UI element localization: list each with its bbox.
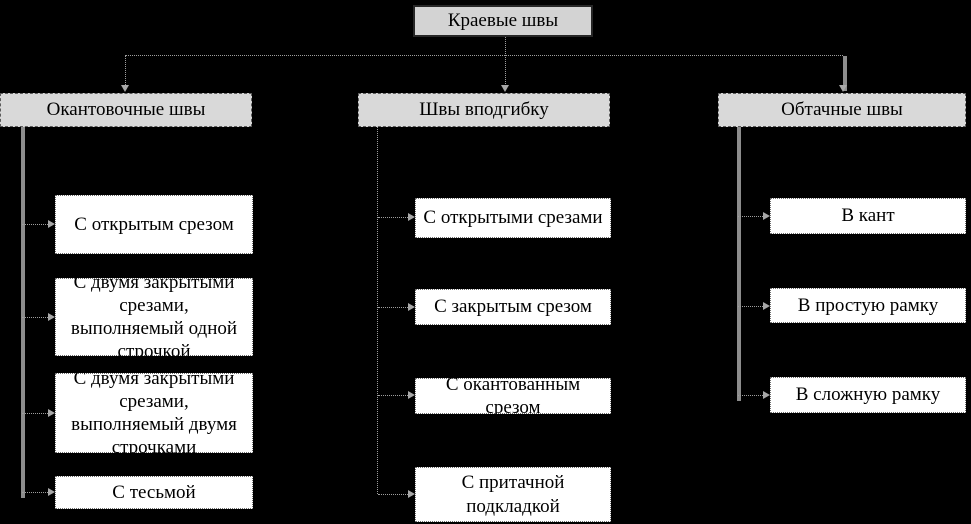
arrow-right-icon [408,490,415,498]
arrow-right-icon [48,488,55,496]
connector-left-drop-line [125,56,126,85]
connector-branch-line [22,224,48,225]
connector-branch-line [738,306,763,307]
connector-branch-line [738,216,763,217]
connector-top-horizontal-line [125,55,843,56]
node-dva-zakrytyh-odna-strochka: С двумя закрытыми срезами, выполняемый одной строчкой [55,278,253,356]
arrow-right-icon [48,409,55,417]
node-s-otkrytym-srezom: С открытым срезом [55,195,253,254]
arrow-down-icon [501,85,509,92]
connector-branch-line [738,395,763,396]
node-dva-zakrytyh-dve-strochki: С двумя закрытыми срезами, выполняемый двумя строчками [55,373,253,453]
connector-branch-line [378,395,408,396]
node-header-okantovochnye-shvy: Окантовочные швы [0,93,252,127]
node-root-kraevye-shvy: Краевые швы [413,5,593,37]
connector-left-trunk-line [21,127,25,498]
arrow-right-icon [763,302,770,310]
node-s-tesmoy: С тесьмой [55,476,253,509]
node-v-slozhnuyu-ramku: В сложную рамку [770,377,966,413]
connector-branch-line [378,217,408,218]
arrow-down-icon [121,85,129,92]
connector-branch-line [378,494,408,495]
arrow-right-icon [408,391,415,399]
connector-branch-line [22,413,48,414]
connector-branch-line [22,317,48,318]
node-s-zakrytym-srezom: С закрытым срезом [415,289,611,325]
node-s-otkrytymi-srezami: С открытыми срезами [415,198,611,238]
node-v-prostuyu-ramku: В простую рамку [770,288,966,323]
connector-right-trunk-line [737,127,741,401]
arrow-right-icon [408,303,415,311]
connector-branch-line [378,307,408,308]
connector-center-trunk-line [377,127,378,494]
node-v-kant: В кант [770,198,966,234]
connector-root-drop-line [505,37,506,86]
node-header-obtachnye-shvy: Обтачные швы [718,93,966,127]
arrow-right-icon [408,213,415,221]
arrow-down-icon [839,85,847,92]
node-s-okantovannym-srezom: С окантованным срезом [415,378,611,414]
arrow-right-icon [763,212,770,220]
arrow-right-icon [48,220,55,228]
arrow-right-icon [763,391,770,399]
node-s-pritachnoy-podkladkoy: С притачной подкладкой [415,467,611,522]
connector-branch-line [22,492,48,493]
node-header-shvy-vpodgibku: Швы вподгибку [358,93,610,127]
arrow-right-icon [48,313,55,321]
